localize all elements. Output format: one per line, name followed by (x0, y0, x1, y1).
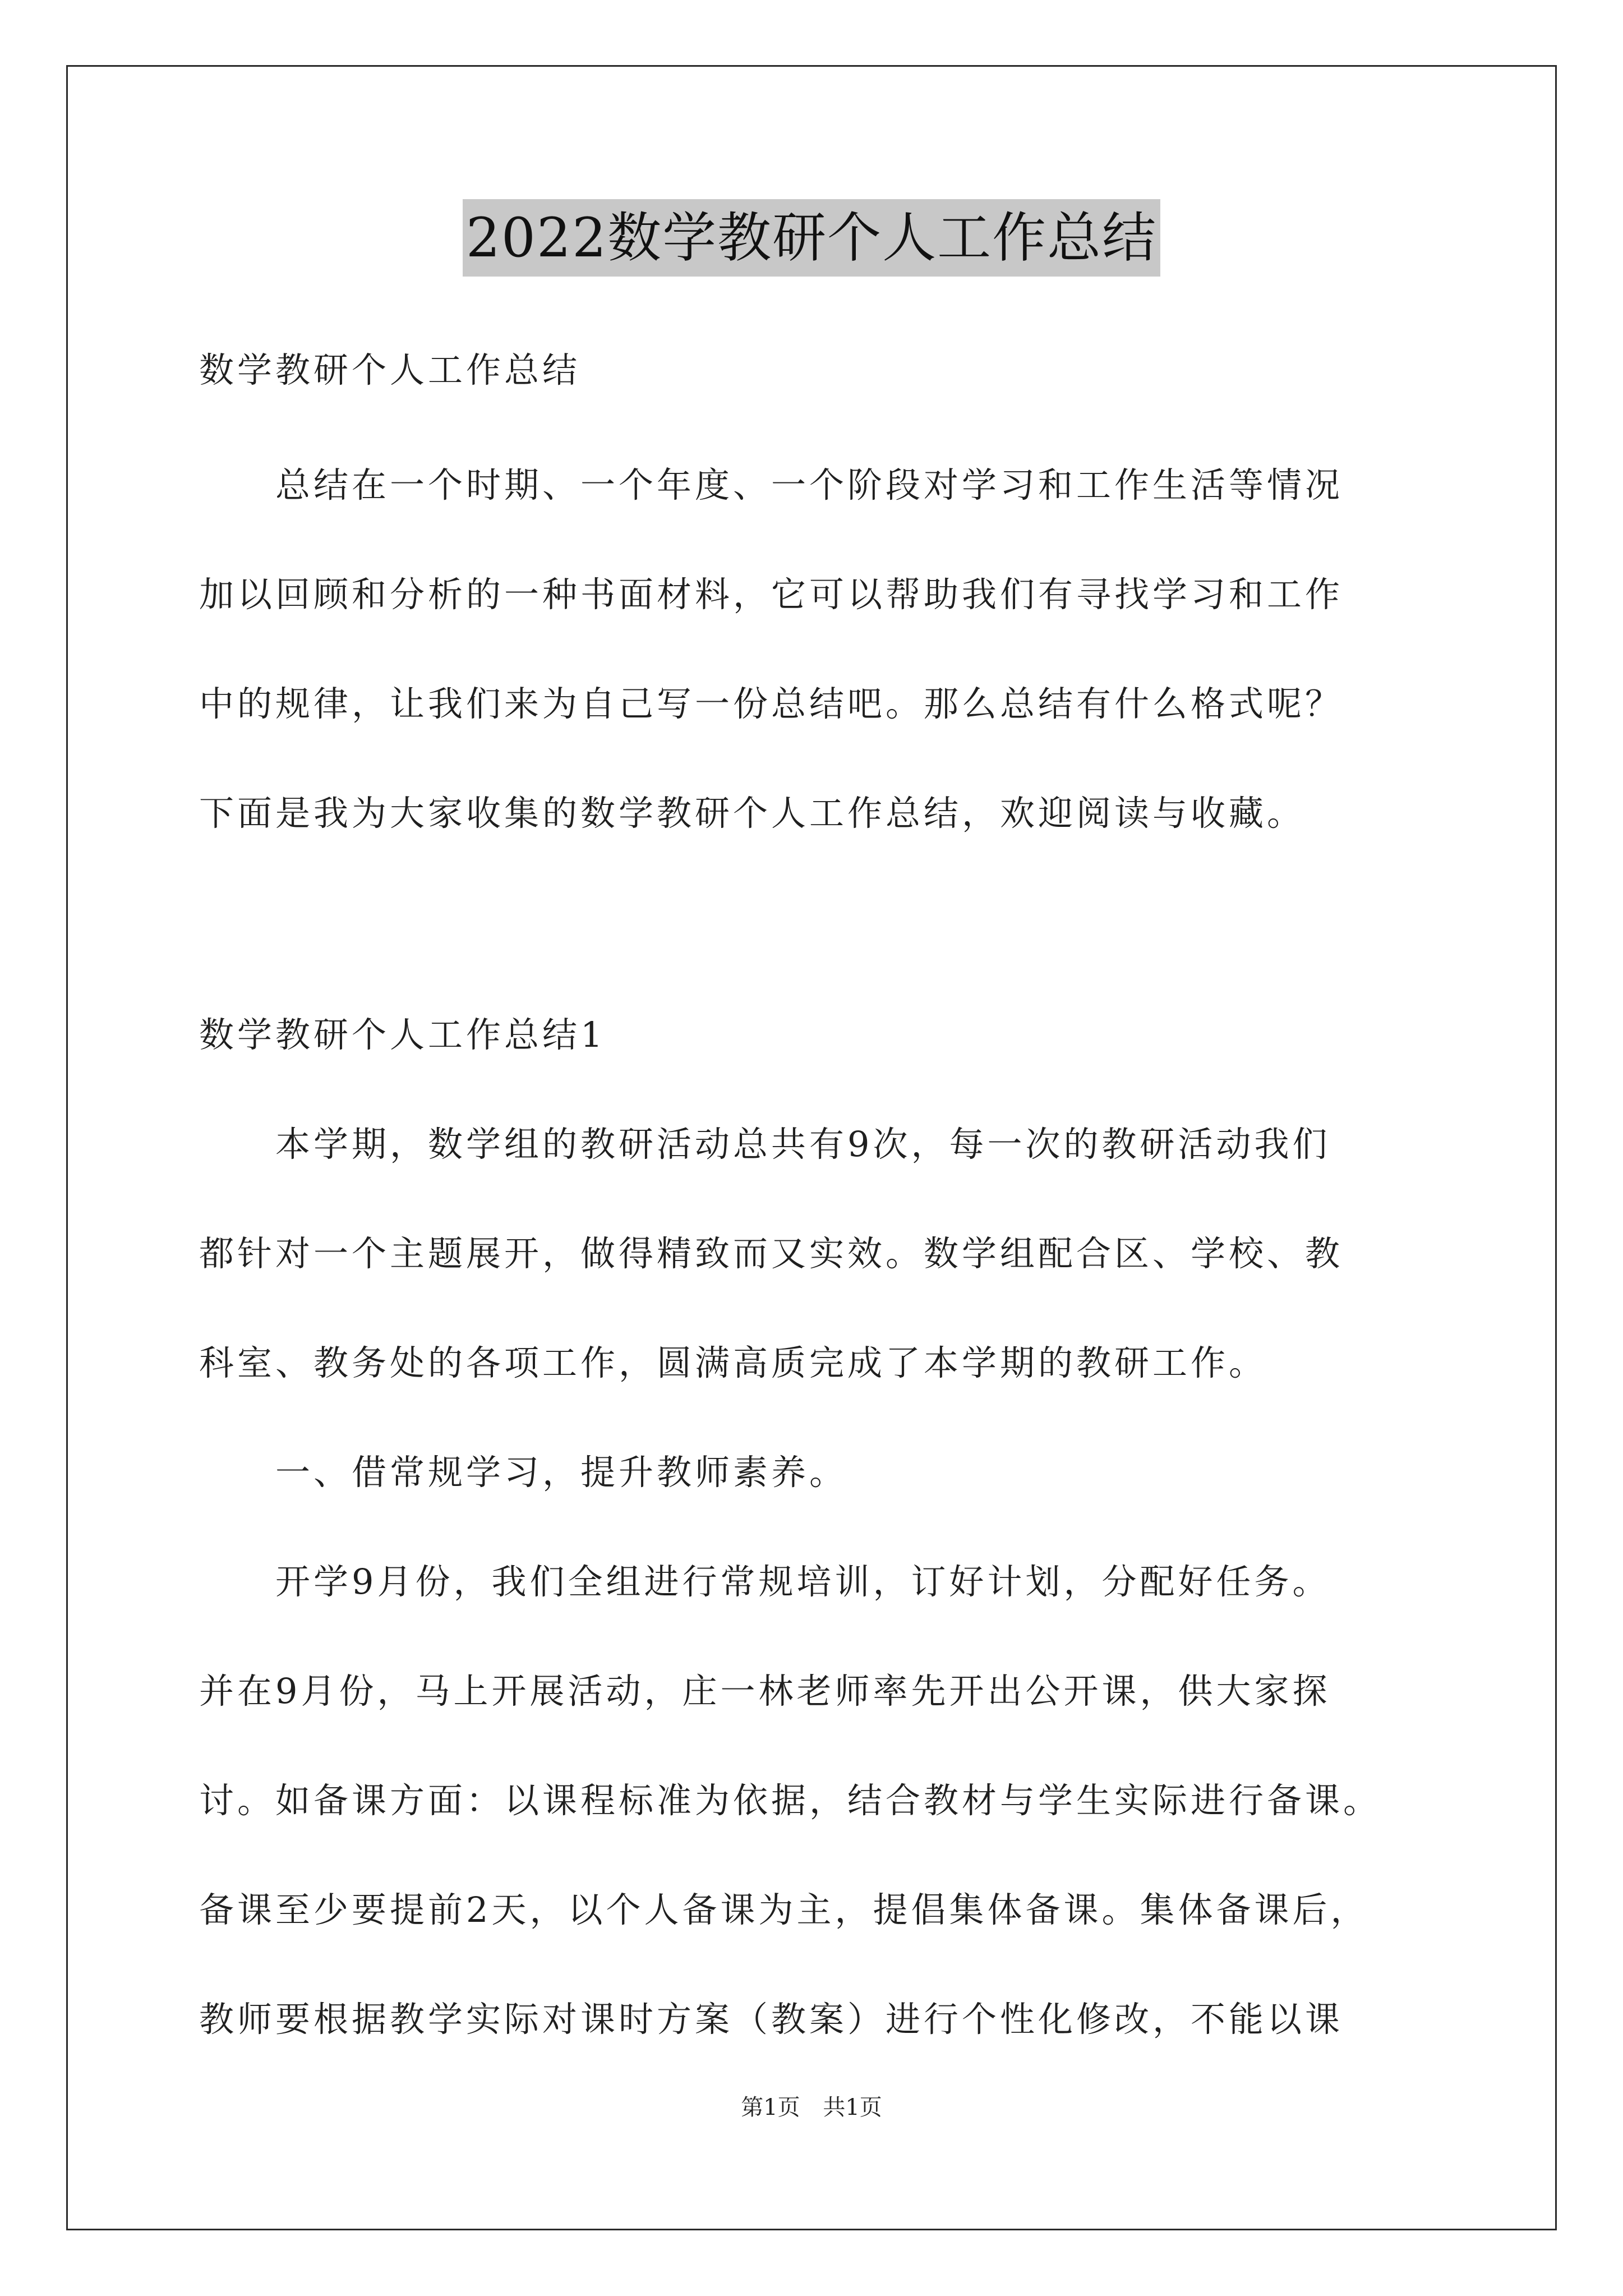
body-paragraph-line: 本学期，数学组的教研活动总共有9次，每一次的教研活动我们 (199, 1124, 1331, 1165)
body-paragraph-line: 科室、教务处的各项工作，圆满高质完成了本学期的教研工作。 (199, 1342, 1267, 1383)
body-paragraph-line: 都针对一个主题展开，做得精致而又实效。数学组配合区、学校、教 (199, 1233, 1344, 1274)
document-title: 2022数学教研个人工作总结 (463, 199, 1160, 277)
intro-paragraph-line: 中的规律，让我们来为自己写一份总结吧。那么总结有什么格式呢？ (199, 683, 1344, 724)
body-paragraph-line: 讨。如备课方面：以课程标准为依据，结合教材与学生实际进行备课。 (199, 1780, 1382, 1821)
intro-paragraph-line: 总结在一个时期、一个年度、一个阶段对学习和工作生活等情况 (199, 464, 1344, 505)
body-paragraph-line: 开学9月份，我们全组进行常规培训，订好计划，分配好任务。 (199, 1561, 1331, 1602)
subheading-line: 一、借常规学习，提升教师素养。 (199, 1452, 848, 1493)
page-footer (0, 2091, 1623, 2124)
body-paragraph-line: 并在9月份，马上开展活动，庄一林老师率先开出公开课，供大家探 (199, 1671, 1331, 1711)
section-heading: 数学教研个人工作总结1 (199, 1014, 606, 1055)
body-paragraph-line: 备课至少要提前2天，以个人备课为主，提倡集体备课。集体备课后， (199, 1889, 1369, 1930)
intro-paragraph-line: 加以回顾和分析的一种书面材料，它可以帮助我们有寻找学习和工作 (199, 574, 1344, 615)
intro-paragraph-line: 下面是我为大家收集的数学教研个人工作总结，欢迎阅读与收藏。 (199, 793, 1306, 834)
page-total: 共1页 (823, 2095, 882, 2120)
page-number: 第1页 (741, 2095, 800, 2120)
title-container (0, 199, 1623, 277)
body-paragraph-line: 教师要根据教学实际对课时方案（教案）进行个性化修改，不能以课 (199, 1999, 1344, 2040)
subtitle-line: 数学教研个人工作总结 (199, 349, 581, 390)
